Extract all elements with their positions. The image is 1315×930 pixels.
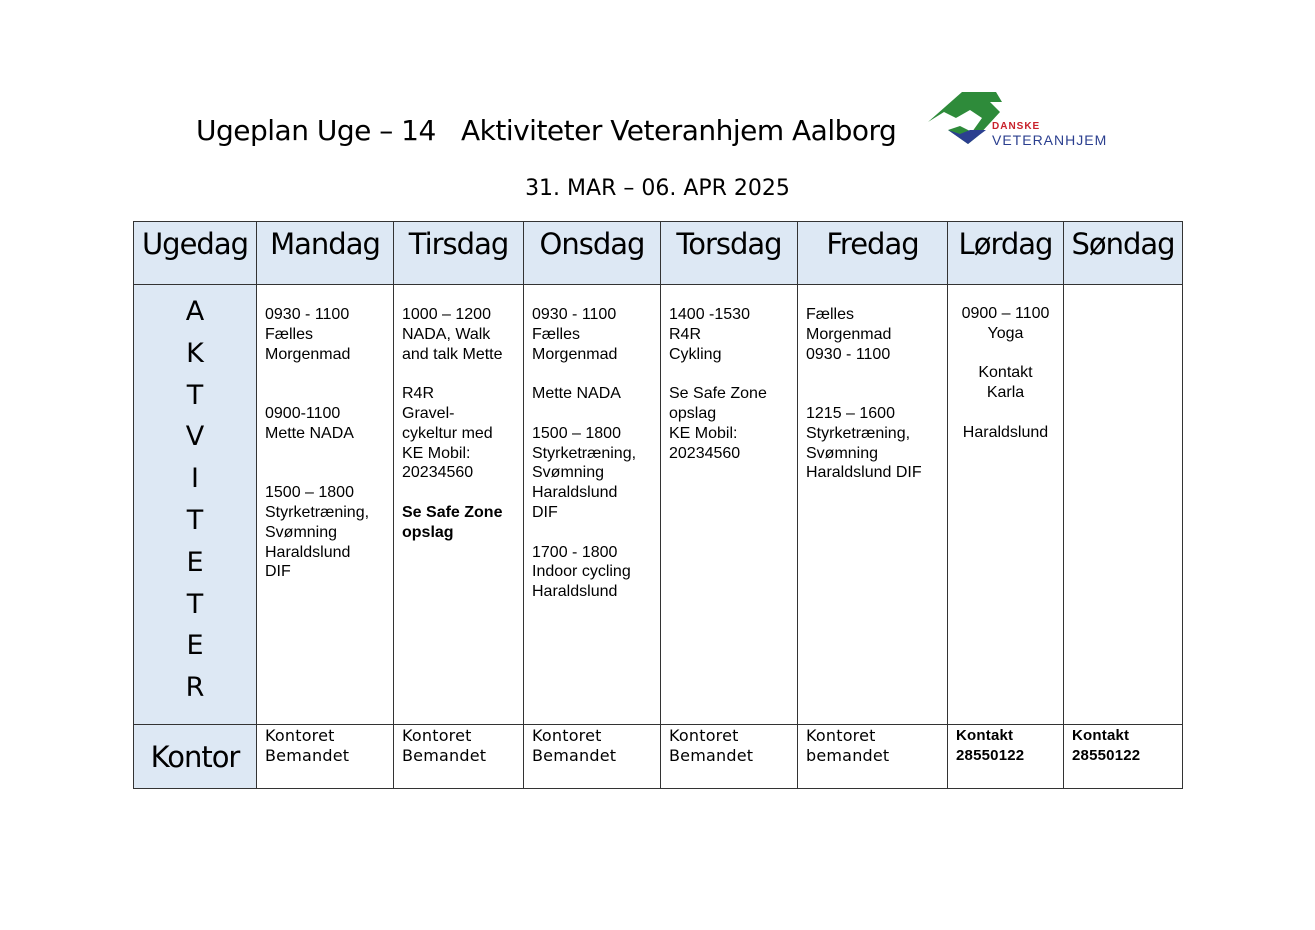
activity-line: Morgenmad (806, 325, 892, 343)
logo-text-danske: DANSKE (992, 121, 1041, 132)
day-header-fredag: Fredag (798, 222, 948, 285)
activities-label-letter: I (191, 463, 199, 495)
activity-line: 1500 – 1800 (265, 484, 354, 502)
activity-line (806, 384, 947, 404)
activity-line: Fælles (806, 306, 855, 323)
activity-line (402, 364, 523, 384)
activity-line: Styrketræning, (265, 503, 370, 521)
activity-line: 0930 - 1100 (806, 345, 891, 363)
day-header-mandag: Mandag (257, 222, 394, 285)
activity-line: Mette NADA (532, 385, 621, 403)
activities-label-letter: R (185, 672, 205, 704)
office-line: Kontoret (532, 726, 602, 745)
weekly-schedule-table (133, 221, 1183, 789)
activities-mandag (257, 285, 394, 725)
office-sondag (1064, 725, 1183, 789)
logo-text-veteranhjem: VETERANHJEM (992, 132, 1108, 148)
activity-line: Indoor cycling (532, 563, 631, 581)
activity-line: DIF (265, 563, 291, 581)
office-line: Kontoret (265, 726, 335, 745)
activities-label-letter: K (186, 337, 204, 369)
activity-line: R4R (669, 325, 702, 343)
activity-line: Haraldslund (962, 423, 1049, 441)
office-line: bemandet (806, 746, 890, 765)
activity-line: 0900-1100 (265, 404, 341, 422)
activity-line: Yoga (987, 324, 1024, 342)
activity-line (806, 364, 947, 384)
activities-label-letter: E (186, 546, 204, 578)
activities-onsdag (524, 285, 661, 725)
activity-line: 1700 - 1800 (532, 543, 618, 561)
office-lordag (948, 725, 1064, 789)
activity-line: Morgenmad (532, 345, 618, 363)
activities-fredag (798, 285, 948, 725)
day-header-onsdag: Onsdag (524, 222, 661, 285)
office-line: Kontoret (402, 726, 472, 745)
office-line: Bemandet (265, 746, 350, 765)
office-line: Bemandet (669, 746, 754, 765)
activity-line: opslag (669, 404, 717, 422)
activities-label-letter: E (186, 630, 204, 662)
activities-label-letter: T (186, 379, 204, 411)
activity-line (532, 523, 660, 543)
page-title: Ugeplan Uge – 14 Aktiviteter Veteranhjem Aalborg (196, 114, 897, 147)
activity-line: Haraldslund (532, 583, 618, 601)
activity-line: and talk Mette (402, 345, 503, 363)
office-line: Kontakt (956, 727, 1014, 744)
activity-line: Svømning (532, 464, 605, 482)
activities-row (134, 285, 1183, 725)
office-tirsdag (394, 725, 524, 789)
danske-veteranhjem-logo (926, 90, 1126, 152)
day-header-tirsdag: Tirsdag (394, 222, 524, 285)
activity-line: 1215 – 1600 (806, 404, 895, 422)
activity-line: 20234560 (669, 444, 741, 462)
day-header-sondag: Søndag (1064, 222, 1183, 285)
activity-line: Styrketræning, (806, 424, 911, 442)
office-onsdag (524, 725, 661, 789)
office-line: 28550122 (956, 747, 1025, 764)
office-torsdag (661, 725, 798, 789)
activity-line (265, 463, 393, 483)
activity-line (532, 404, 660, 424)
activities-label-letter: T (186, 588, 204, 620)
header-row (134, 222, 1183, 285)
activity-line: 1500 – 1800 (532, 424, 621, 442)
activities-label-letter: V (185, 421, 205, 453)
office-row-label: Kontor (134, 725, 257, 789)
activities-torsdag (661, 285, 798, 725)
activity-line: Mette NADA (265, 424, 354, 442)
activity-line: 20234560 (402, 464, 474, 482)
activity-line: Gravel- (402, 404, 455, 422)
activity-line: Se Safe Zone (669, 385, 767, 403)
office-line: Kontoret (669, 726, 739, 745)
activity-line (402, 483, 523, 503)
activity-line: 0930 - 1100 (265, 306, 350, 323)
activity-line-bold: Se Safe Zone (402, 503, 503, 521)
activity-line-bold: opslag (402, 523, 454, 541)
activity-line: KE Mobil: (402, 444, 471, 462)
activity-line: 1400 -1530 (669, 306, 750, 323)
office-mandag (257, 725, 394, 789)
activity-line (265, 364, 393, 384)
activity-line: Haraldslund DIF (806, 464, 922, 482)
activity-line: 0930 - 1100 (532, 306, 617, 323)
day-header-torsdag: Torsdag (661, 222, 798, 285)
activity-line: Kontakt (978, 364, 1033, 382)
activity-line (265, 444, 393, 464)
activities-sondag (1064, 285, 1183, 725)
activity-line: Fælles (532, 325, 581, 343)
activity-line: KE Mobil: (669, 424, 738, 442)
activities-label-letter: A (185, 296, 205, 327)
activity-line: Haraldslund (532, 484, 618, 502)
activity-line: Fælles (265, 325, 314, 343)
activity-line: NADA, Walk (402, 325, 491, 343)
activity-line: Morgenmad (265, 345, 351, 363)
office-line: Bemandet (402, 746, 487, 765)
activity-line (669, 364, 797, 384)
office-row (134, 725, 1183, 789)
activity-line: Styrketræning, (532, 444, 637, 462)
activity-line: Haraldslund (265, 543, 351, 561)
office-line: 28550122 (1072, 747, 1141, 764)
activity-line: 1000 – 1200 (402, 306, 491, 323)
day-header-lordag: Lørdag (948, 222, 1064, 285)
activities-row-label (134, 285, 257, 725)
activity-line: R4R (402, 385, 435, 403)
activities-label-letter: T (186, 504, 204, 536)
activity-line: Cykling (669, 345, 722, 363)
activity-line: cykeltur med (402, 424, 493, 442)
activity-line (948, 344, 1063, 364)
activity-line: 0900 – 1100 (961, 305, 1050, 322)
activities-lordag (948, 285, 1064, 725)
activity-line: Karla (986, 384, 1025, 402)
office-line: Kontoret (806, 726, 876, 745)
activity-line: Svømning (265, 523, 338, 541)
office-line: Bemandet (532, 746, 617, 765)
weekday-column-header: Ugedag (134, 222, 257, 285)
date-range: 31. MAR – 06. APR 2025 (525, 176, 790, 201)
office-line: Kontakt (1072, 727, 1130, 744)
activity-line (532, 364, 660, 384)
activity-line: Svømning (806, 444, 879, 462)
office-fredag (798, 725, 948, 789)
activity-line (265, 384, 393, 404)
activity-line (948, 403, 1063, 423)
activity-line: DIF (532, 503, 558, 521)
activities-tirsdag (394, 285, 524, 725)
